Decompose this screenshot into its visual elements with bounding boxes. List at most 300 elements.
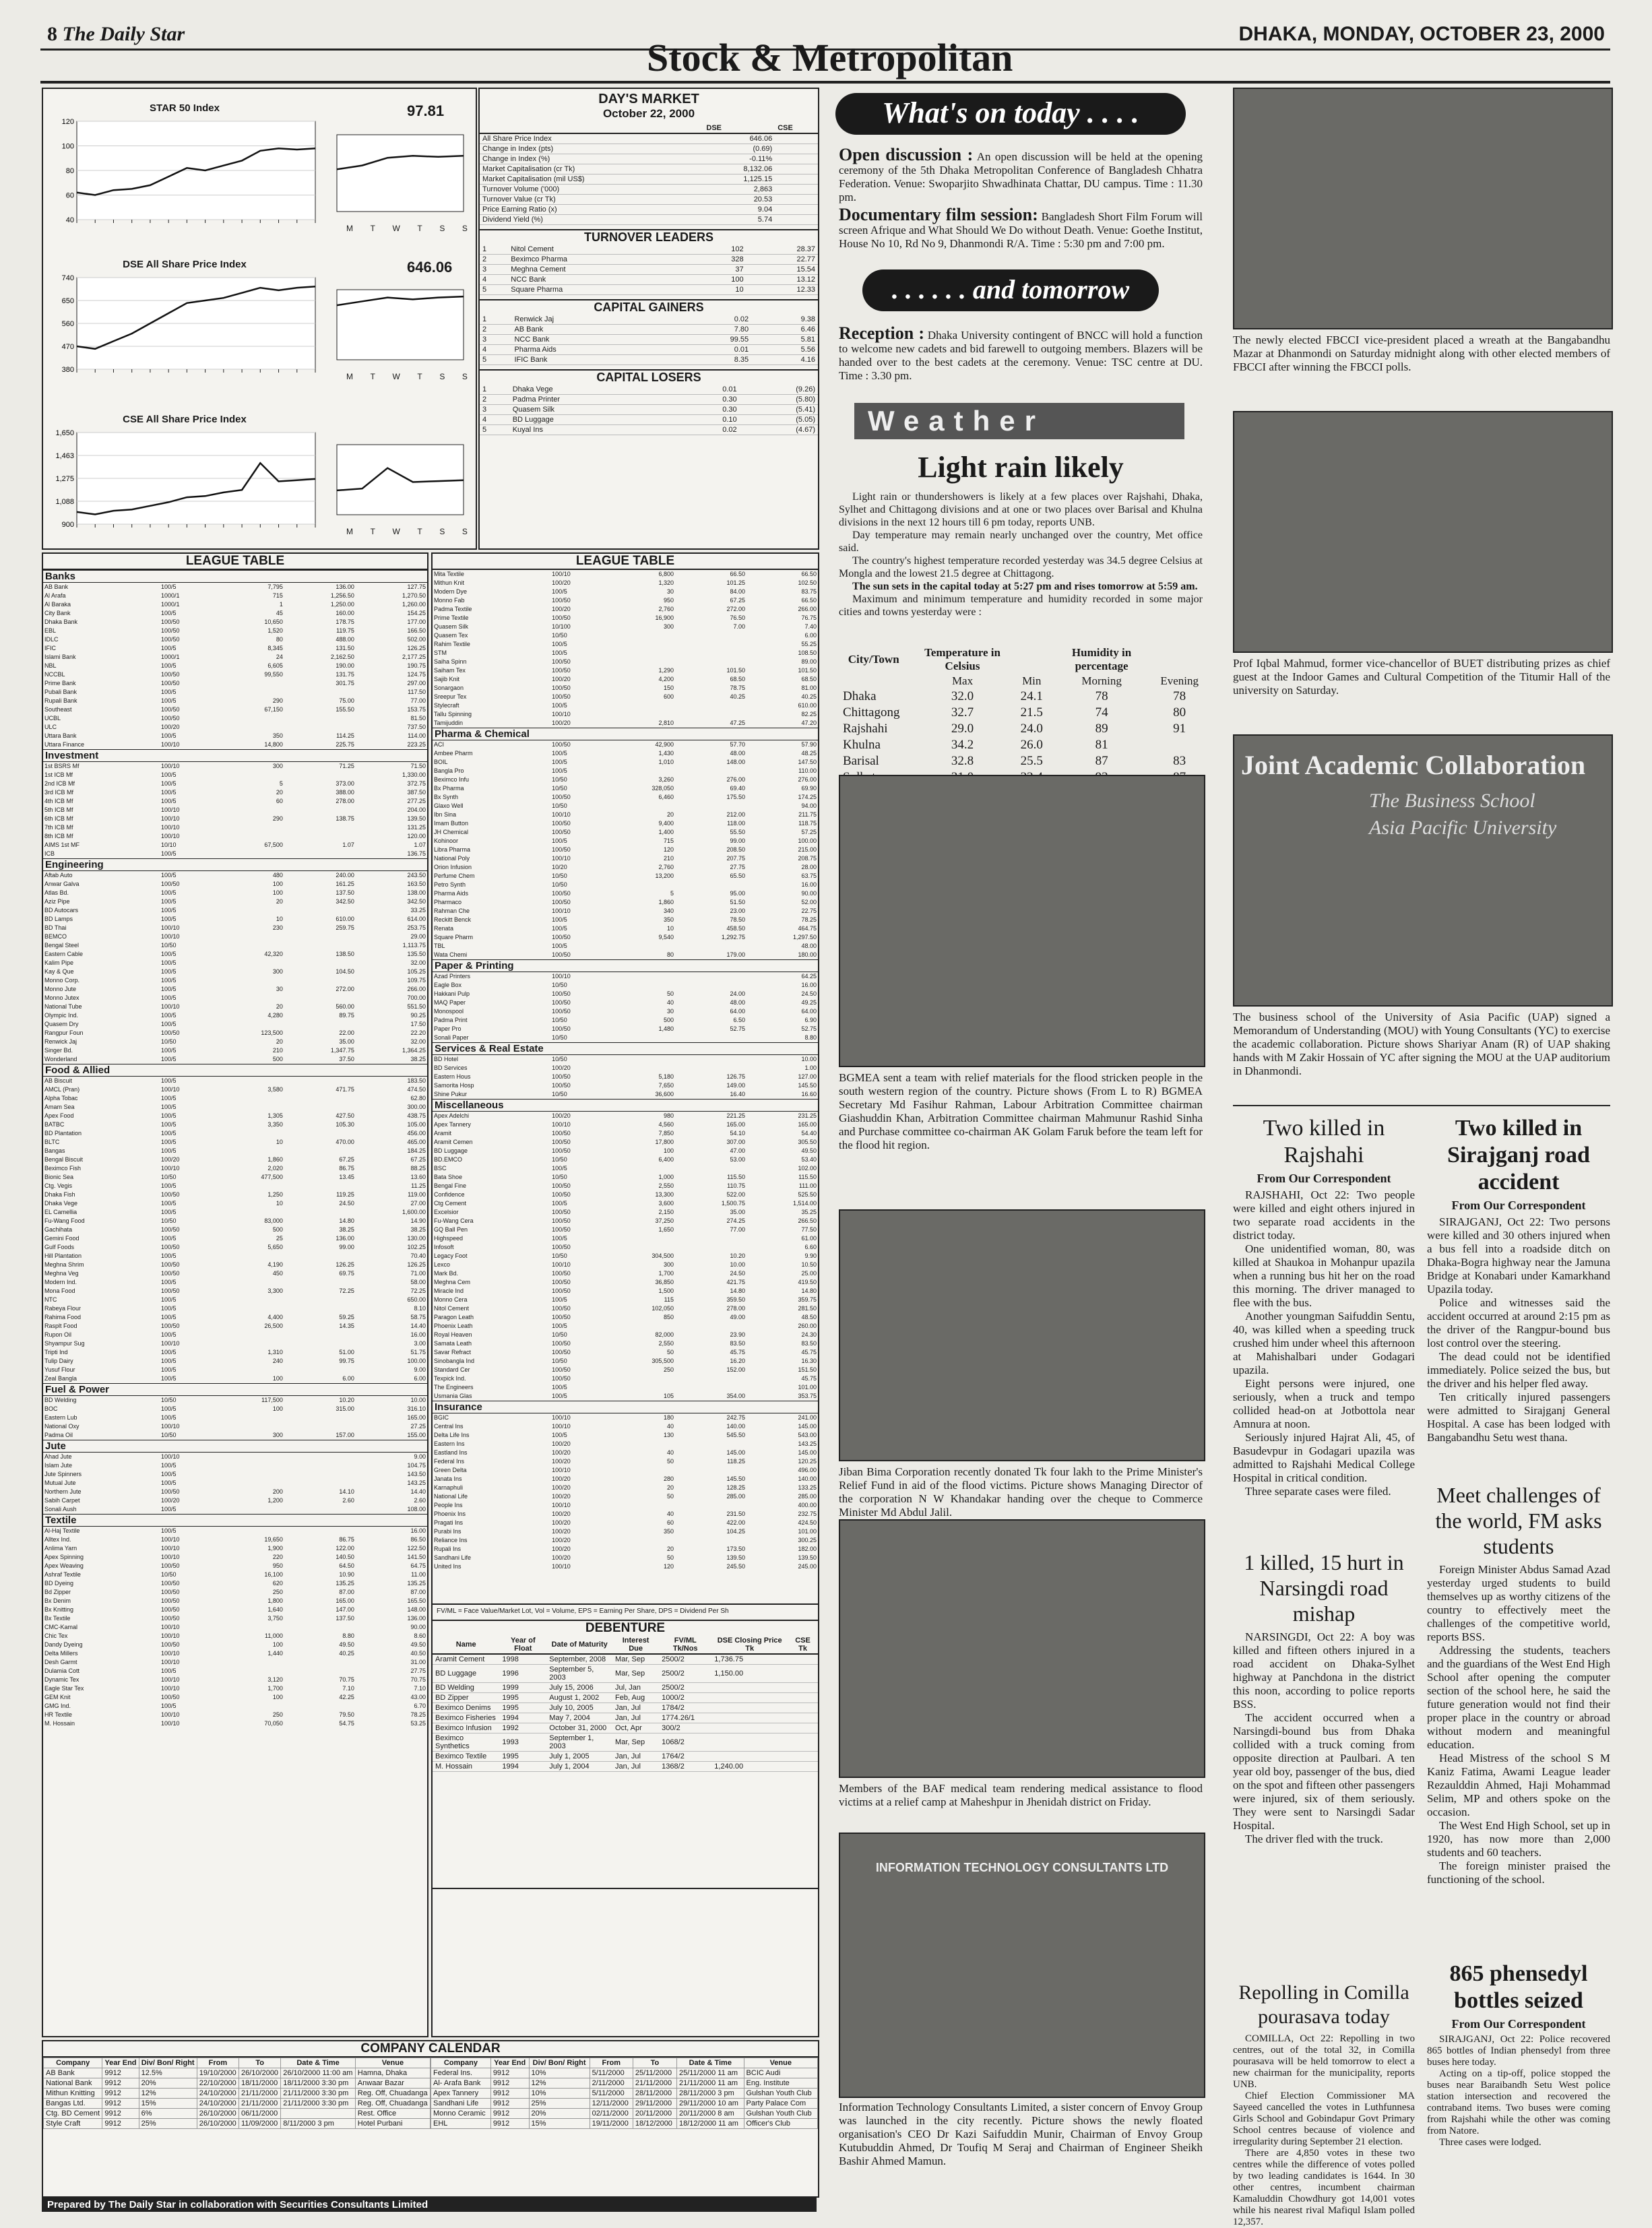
- closing-price: 138.50: [336, 951, 354, 957]
- volume: 5: [670, 890, 674, 897]
- face-value: 100/50: [161, 680, 180, 687]
- debenture-header: Name: [433, 1636, 499, 1654]
- prev-closing: 165.50: [407, 1597, 426, 1604]
- calendar-cell: 26/10/2000 11:00 am: [281, 2068, 356, 2078]
- reading: 32.8: [951, 754, 974, 768]
- calendar-cell: EHL: [431, 2119, 491, 2129]
- league-row: [43, 850, 427, 859]
- company-name: 8th ICB Mf: [44, 833, 73, 839]
- rank: 2: [480, 255, 508, 265]
- closing-price: 55.50: [730, 829, 745, 835]
- company-name: Mita Textile: [434, 571, 464, 577]
- prev-closing: 130.00: [407, 1235, 426, 1242]
- volume: [608, 1033, 675, 1043]
- face-value: 100/50: [552, 1340, 571, 1347]
- league-row: [433, 1519, 818, 1527]
- closing-price: 77.00: [730, 1226, 745, 1233]
- debenture-cell: [711, 1703, 788, 1713]
- closing-price: 99.75: [339, 1358, 354, 1364]
- debenture-row: [433, 1752, 818, 1762]
- calendar-header: Date & Time: [281, 2058, 356, 2068]
- league-row: [433, 740, 818, 750]
- prev-closing: 276.00: [798, 776, 817, 783]
- closing-price: [675, 767, 746, 775]
- prev-closing: 14.40: [410, 1323, 426, 1329]
- volume: 210: [272, 1047, 283, 1054]
- change: 22.77: [746, 255, 818, 265]
- company-name: Mithun Knit: [434, 579, 465, 586]
- company-name: BD.EMCO: [434, 1156, 463, 1163]
- league-row: [43, 1278, 427, 1287]
- volume: [218, 823, 284, 832]
- company-name: NTC: [44, 1296, 57, 1303]
- prev-closing: 166.50: [407, 627, 426, 634]
- closing-price: 315.00: [336, 1405, 354, 1412]
- closing-price: [284, 1252, 356, 1261]
- rank: 3: [480, 265, 508, 275]
- debenture-cell: 1992: [499, 1723, 546, 1733]
- reading: 24.0: [1020, 722, 1043, 736]
- league-row: [43, 1234, 427, 1243]
- calendar-header: Company: [431, 2058, 491, 2068]
- league-row: [433, 666, 818, 675]
- company-name: Perfume Chem: [434, 872, 475, 879]
- company-name: Monno Corp.: [44, 977, 80, 984]
- closing-price: 145.50: [726, 1475, 745, 1482]
- face-value: 10/50: [161, 1174, 177, 1180]
- prev-closing: 1,600.00: [402, 1209, 426, 1215]
- company-name: TBL: [434, 943, 445, 949]
- calendar-cell: Gulshan Youth Club: [744, 2089, 817, 2099]
- face-value: 100/50: [552, 1082, 571, 1089]
- calendar-cell: Monno Ceramic: [431, 2109, 491, 2119]
- prev-closing: 81.00: [801, 685, 817, 691]
- closing-price: 49.00: [730, 1314, 745, 1320]
- story-narsingdi: [1233, 1550, 1415, 1846]
- closing-price: [284, 1453, 356, 1462]
- company-name: Kohinoor: [434, 837, 459, 844]
- volume: 250: [272, 1589, 283, 1595]
- company-name: Bengal Fine: [434, 1182, 467, 1189]
- prev-closing: 400.00: [798, 1502, 817, 1508]
- league-row: [43, 994, 427, 1002]
- volume: 2,550: [658, 1340, 674, 1347]
- debenture-cell: 1995: [499, 1693, 546, 1703]
- volume: [218, 1461, 284, 1470]
- weather-table-intro: Maximum and minimum temperature and humidity recorded in some major cities and towns yesterday were :: [839, 594, 1203, 618]
- prev-closing: 119.00: [408, 1191, 426, 1198]
- closing-price: 10.00: [730, 1261, 745, 1268]
- closing-price: 208.50: [726, 846, 745, 853]
- volume: 4,280: [267, 1012, 283, 1019]
- face-value: 10/50: [161, 942, 177, 949]
- league-row: [433, 802, 818, 810]
- closing-price: 126.75: [726, 1073, 745, 1080]
- league-row: [433, 1536, 818, 1545]
- company-name: Prime Bank: [44, 680, 76, 687]
- volume: [218, 714, 284, 723]
- league-section-name: Paper & Printing: [433, 960, 818, 972]
- calendar-cell: 20/11/2000 8 am: [677, 2109, 744, 2119]
- phensedyl-byline: From Our Correspondent: [1451, 2017, 1586, 2031]
- league-row: [433, 1190, 818, 1199]
- debenture-cell: Beximco Synthetics: [433, 1733, 499, 1752]
- days-market-row: [480, 185, 818, 195]
- prev-closing: 120.25: [798, 1458, 817, 1465]
- league-row: [433, 1357, 818, 1366]
- calendar-cell: 20/11/2000: [633, 2109, 676, 2119]
- closing-price: 14.10: [339, 1488, 354, 1495]
- company-name: EBL: [44, 627, 57, 634]
- league-row: [43, 740, 427, 750]
- company-name: Monno Jute: [44, 986, 77, 992]
- star50-week-chart: [333, 129, 468, 217]
- itcl-sign: INFORMATION TECHNOLOGY CONSULTANTS LTD: [875, 1861, 1169, 1874]
- volume: 100: [663, 1147, 674, 1154]
- debenture-cell: 1,736.75: [711, 1654, 788, 1665]
- volume: [218, 976, 284, 985]
- change: 15.54: [746, 265, 818, 275]
- closing-price: 221.25: [726, 1112, 745, 1119]
- volume: 5: [279, 780, 283, 787]
- debenture-cell: [788, 1733, 818, 1752]
- debenture-cell: [711, 1683, 788, 1693]
- prev-closing: 29.00: [410, 933, 426, 940]
- company-name: Modern Dye: [434, 588, 468, 595]
- volume: 102: [693, 245, 746, 255]
- face-value: 100/5: [161, 1012, 177, 1019]
- company-name: BD Luggage: [510, 415, 677, 425]
- prev-closing: 104.75: [407, 1462, 426, 1469]
- prev-closing: 126.25: [407, 645, 426, 651]
- prev-closing: 57.25: [801, 829, 817, 835]
- league-row: [43, 1322, 427, 1331]
- reading: 21.5: [1020, 705, 1043, 720]
- change: 12.33: [746, 285, 818, 295]
- calendar-cell: Party Palace Com: [744, 2099, 817, 2109]
- debenture-cell: BD Luggage: [433, 1665, 499, 1683]
- y-tick-label: 1,275: [55, 475, 74, 483]
- volume: 1,500: [658, 1287, 674, 1294]
- story-paragraph: Addressing the students, teachers and the guardians of the West End High School after opening the computer section of the school here, he said the future generation would not find their proper place in the country or abroad without modern and meaningful education.: [1427, 1644, 1610, 1751]
- league-row: [43, 1038, 427, 1046]
- debenture-cell: Jan, Jul: [612, 1703, 659, 1713]
- calendar-header: Venue: [355, 2058, 430, 2068]
- closing-price: [284, 1366, 356, 1374]
- volume: [218, 1252, 284, 1261]
- market-cse-value: [775, 133, 818, 144]
- closing-price: 165.00: [336, 1597, 354, 1604]
- prev-closing: 223.25: [407, 741, 426, 748]
- open-discussion-text: An open discussion will be held at the opening ceremony of the 5th Dhaka Metropolitan Conference of Bangladesh Chhatra Federation. Venue: Swoparjito Shwadhinata Chattar, DU campus. Time : 11.30 pm.: [839, 150, 1203, 203]
- reading: 74: [1095, 705, 1108, 720]
- debenture-row: [433, 1654, 818, 1665]
- league-row: [43, 723, 427, 732]
- league-row: [433, 1322, 818, 1331]
- league-row: [43, 1120, 427, 1129]
- volume: 304,500: [652, 1252, 674, 1259]
- company-name: NBL: [44, 662, 57, 669]
- company-name: NCC Bank: [508, 275, 693, 285]
- days-market-row: [480, 154, 818, 164]
- closing-price: 2.60: [342, 1497, 354, 1504]
- volume: 1,320: [658, 579, 674, 586]
- company-name: IDLC: [44, 636, 59, 643]
- company-name: GMG Ind.: [44, 1702, 71, 1709]
- prev-closing: 62.80: [410, 1095, 426, 1102]
- face-value: 100/5: [161, 968, 177, 975]
- debenture-cell: 1996: [499, 1665, 546, 1683]
- turnover-title: TURNOVER LEADERS: [480, 229, 818, 245]
- market-dse-value: 9.04: [703, 205, 775, 215]
- debenture-panel: [431, 1603, 819, 1889]
- volume: 3,750: [267, 1615, 283, 1622]
- debenture-cell: September 1, 2003: [546, 1733, 612, 1752]
- debenture-cell: Mar, Sep: [612, 1733, 659, 1752]
- volume: 3,300: [267, 1287, 283, 1294]
- league-row: [43, 967, 427, 976]
- face-value: 1000/1: [161, 654, 180, 660]
- volume: 1: [279, 601, 283, 608]
- debenture-cell: [788, 1654, 818, 1665]
- leader-row: [480, 275, 818, 285]
- debenture-cell: 1994: [499, 1762, 546, 1772]
- volume: [218, 1527, 284, 1536]
- rank: 4: [480, 415, 510, 425]
- company-name: Square Pharm: [434, 934, 474, 941]
- prev-closing: 496.00: [798, 1467, 817, 1473]
- volume: 6,400: [658, 1156, 674, 1163]
- face-value: 100/5: [161, 898, 177, 905]
- story-phensedyl: [1427, 1961, 1610, 2149]
- company-name: Southeast: [44, 706, 72, 713]
- debenture-row: [433, 1723, 818, 1733]
- league-row: [43, 779, 427, 788]
- reading: 26.0: [1020, 738, 1043, 752]
- prev-closing: 32.00: [410, 959, 426, 966]
- volume: 1,700: [658, 1270, 674, 1277]
- volume: 2,020: [267, 1165, 283, 1172]
- volume: 120: [663, 846, 674, 853]
- face-value: 100/5: [161, 1375, 177, 1382]
- closing-price: 1,256.50: [330, 592, 354, 599]
- volume: 30: [666, 1008, 674, 1015]
- company-name: Hill Plantation: [44, 1252, 82, 1259]
- volume: 300: [663, 1261, 674, 1268]
- calendar-header: Div/ Bon/ Right: [139, 2058, 197, 2068]
- league-row: [433, 710, 818, 719]
- face-value: 100/5: [161, 907, 177, 914]
- company-name: Padma Textile: [434, 606, 472, 612]
- prev-closing: 105.00: [407, 1121, 426, 1128]
- volume: 250: [663, 1366, 674, 1373]
- face-value: 100/10: [552, 811, 571, 818]
- closing-price: [284, 1103, 356, 1112]
- league-row: [43, 1553, 427, 1562]
- story-paragraph: The foreign minister praised the functioning of the school.: [1427, 1859, 1610, 1886]
- closing-price: [675, 1322, 746, 1331]
- face-value: 100/5: [161, 1021, 177, 1027]
- volume: 16,900: [655, 614, 674, 621]
- volume: 50: [666, 1458, 674, 1465]
- prev-closing: 55.25: [801, 641, 817, 647]
- calendar-cell: 29/11/2000 10 am: [677, 2099, 744, 2109]
- prev-closing: 300.00: [407, 1104, 426, 1110]
- league-row: [433, 1501, 818, 1510]
- company-name: Aftab Auto: [44, 872, 73, 879]
- volume: 83,000: [264, 1217, 283, 1224]
- company-name: Ashraf Textile: [44, 1571, 81, 1578]
- prev-closing: 6.90: [804, 1017, 817, 1023]
- calendar-cell: Eng. Institute: [744, 2078, 817, 2089]
- prev-closing: 64.75: [410, 1562, 426, 1569]
- volume: [218, 1103, 284, 1112]
- company-name: BOIL: [434, 759, 448, 765]
- calendar-cell: 5/11/2000: [590, 2089, 633, 2099]
- prev-closing: 118.75: [798, 820, 817, 827]
- league-row: [43, 644, 427, 653]
- company-name: Sreepur Tex: [434, 693, 467, 700]
- company-name: Kalim Pipe: [44, 959, 74, 966]
- face-value: 100/10: [552, 1423, 571, 1430]
- company-name: IFIC Bank: [511, 355, 670, 365]
- prev-closing: 184.25: [407, 1147, 426, 1154]
- face-value: 100/5: [161, 697, 177, 704]
- market-metric-label: Turnover Volume ('000): [480, 185, 703, 195]
- prev-closing: 14.90: [410, 1217, 426, 1224]
- reading: [1159, 737, 1199, 753]
- face-value: 100/50: [552, 658, 571, 665]
- company-name: Pharma Aids: [511, 345, 670, 355]
- calendar-cell: 9912: [102, 2089, 139, 2099]
- story-paragraph: Another youngman Saifuddin Sentu, 40, was killed when a speeding truck crushed him under wheel this afternoon at Mahishalbari under Godagari upazila.: [1233, 1310, 1415, 1376]
- debenture-cell: [711, 1713, 788, 1723]
- company-name: Apex Tannery: [434, 1121, 471, 1128]
- debenture-cell: September 5, 2003: [546, 1665, 612, 1683]
- calendar-cell: 21/11/2000 3:30 pm: [281, 2099, 356, 2109]
- league-row: [43, 1304, 427, 1313]
- company-name: Meghna Cement: [508, 265, 693, 275]
- league-row: [433, 1510, 818, 1519]
- face-value: 100/5: [161, 1479, 177, 1486]
- day-label: T: [417, 372, 422, 381]
- volume: [218, 832, 284, 841]
- league-row: [433, 1090, 818, 1100]
- league-row: [43, 1226, 427, 1234]
- closing-price: 40.25: [339, 1650, 354, 1657]
- league-row: [43, 788, 427, 797]
- face-value: 100/50: [161, 1562, 180, 1569]
- calendar-cell: 19/10/2000: [197, 2068, 239, 2078]
- face-value: 100/10: [161, 824, 180, 831]
- change: (5.80): [740, 395, 818, 405]
- col-dse: DSE: [703, 123, 775, 133]
- closing-price: [675, 942, 746, 951]
- company-name: Desh Garmt: [44, 1659, 77, 1665]
- company-name: Jute Spinners: [44, 1471, 82, 1477]
- volume: [218, 1658, 284, 1667]
- face-value: 100/50: [552, 990, 571, 997]
- company-name: Beximco Pharma: [508, 255, 693, 265]
- league-row: [433, 684, 818, 693]
- league-row: [433, 1269, 818, 1278]
- story-paragraph: The accident occurred when a Narsingdi-bound bus from Dhaka collided with a truck coming from opposite direction at Paulbari. A ten year old boy, passenger of the bus, died on the spot and fifteen other passengers were injured, six of them seriously. They were sent to Narsingdi Sadar Hospital.: [1233, 1711, 1415, 1832]
- closing-price: 131.75: [336, 671, 354, 678]
- volume: 480: [272, 872, 283, 879]
- prev-closing: 63.75: [801, 872, 817, 879]
- volume: 1,900: [267, 1545, 283, 1552]
- closing-price: 136.00: [336, 583, 354, 590]
- closing-price: [284, 806, 356, 815]
- closing-price: 6.50: [733, 1017, 745, 1023]
- league-table-left: [42, 552, 428, 2037]
- prev-closing: 245.00: [798, 1563, 817, 1570]
- leader-row: [480, 405, 818, 415]
- calendar-cell: 28/11/2000 3 pm: [677, 2089, 744, 2099]
- prev-closing: 474.50: [407, 1086, 426, 1093]
- company-name: Rangpur Foun: [44, 1029, 84, 1036]
- prev-closing: 68.50: [801, 676, 817, 682]
- league-row: [433, 1147, 818, 1155]
- prev-closing: 153.75: [407, 706, 426, 713]
- calendar-cell: 24/10/2000: [197, 2089, 239, 2099]
- league-row: [43, 1535, 427, 1544]
- debenture-row: [433, 1665, 818, 1683]
- prev-closing: 111.00: [798, 1182, 817, 1189]
- closing-price: [284, 850, 356, 859]
- league-row: [43, 1570, 427, 1579]
- league-row: [43, 697, 427, 705]
- calendar-cell: 9912: [490, 2109, 529, 2119]
- calendar-cell: National Bank: [44, 2078, 102, 2089]
- face-value: 10/100: [552, 623, 571, 630]
- league-row: [433, 1392, 818, 1401]
- league-row: [43, 1103, 427, 1112]
- closing-price: 47.00: [730, 1147, 745, 1154]
- leader-row: [480, 255, 818, 265]
- company-name: STM: [434, 649, 447, 656]
- prev-closing: 139.50: [407, 815, 426, 822]
- photo-jiban-bima-cheque: [839, 1209, 1205, 1461]
- company-name: Monno Cera: [434, 1296, 468, 1303]
- company-name: EL Camellia: [44, 1209, 77, 1215]
- face-value: 100/20: [552, 1112, 571, 1119]
- change: (5.05): [740, 415, 818, 425]
- story-comilla: [1233, 1981, 1415, 2228]
- market-metric-label: All Share Price Index: [480, 133, 703, 144]
- closing-price: 145.00: [726, 1449, 745, 1456]
- league-row: [433, 1440, 818, 1449]
- weather-header: [1159, 645, 1199, 674]
- debenture-header: DSE Closing Price Tk: [711, 1636, 788, 1654]
- prev-closing: 419.50: [798, 1279, 817, 1285]
- company-name: Glaxo Well: [434, 802, 464, 809]
- film-session-head: Documentary film session:: [839, 205, 1038, 224]
- league-row: [43, 924, 427, 932]
- company-name: Miracle Ind: [434, 1287, 464, 1294]
- day-label: S: [439, 224, 445, 233]
- volume: 1,860: [658, 899, 674, 905]
- face-value: 100/50: [161, 1287, 180, 1294]
- league-row: [433, 1155, 818, 1164]
- company-name: ACI: [434, 741, 445, 748]
- league-section-name: Engineering: [43, 859, 427, 871]
- closing-price: 51.00: [339, 1349, 354, 1356]
- prev-closing: 58.75: [410, 1314, 426, 1320]
- volume: 1,440: [267, 1650, 283, 1657]
- calendar-cell: 2/11/2000: [590, 2078, 633, 2089]
- league-row: [433, 916, 818, 924]
